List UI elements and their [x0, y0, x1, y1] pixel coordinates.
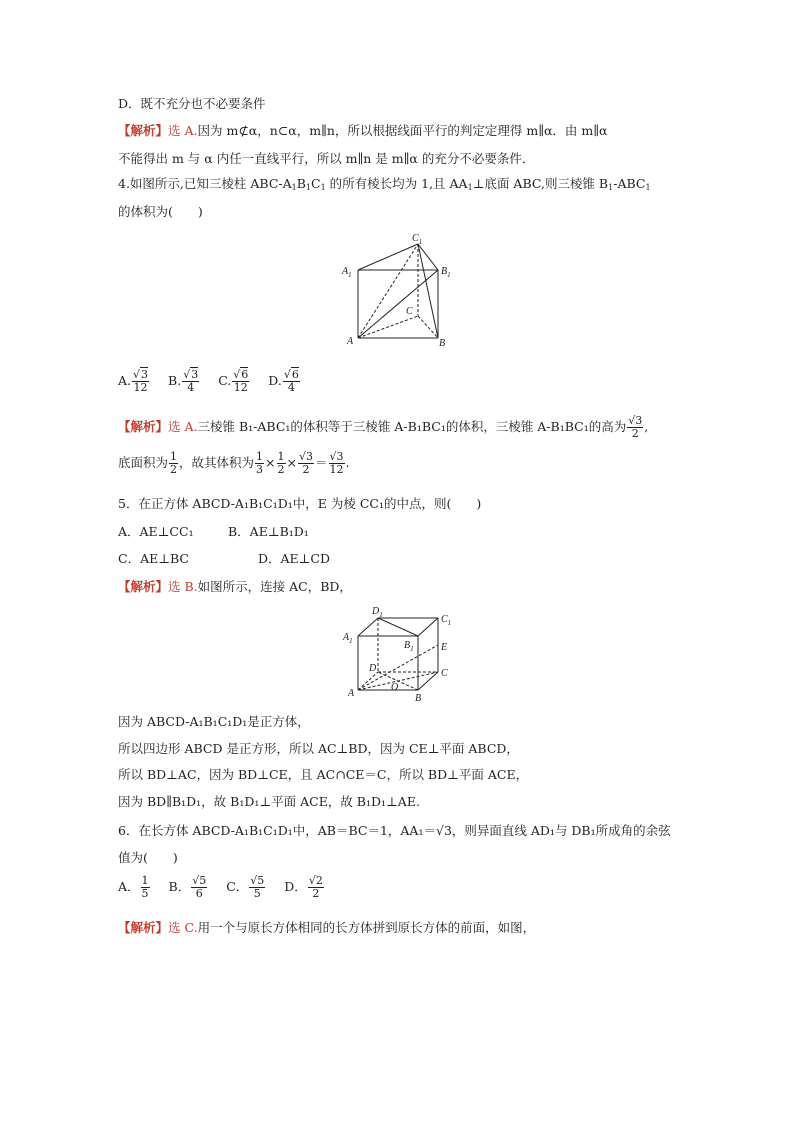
edge-b-c1 [418, 244, 438, 338]
edge-b1-c1 [418, 618, 438, 636]
label-c1: $C_1$ [412, 233, 423, 246]
q5-explanation-line2: 所以四边形 ABCD 是正方形，所以 AC⊥BD，因为 CE⊥平面 ABCD， [118, 741, 519, 756]
analysis-tag: 【解析】 [118, 123, 169, 138]
edge-a-c1 [358, 244, 418, 338]
prism-figure [340, 230, 460, 352]
edge-a-c [358, 316, 418, 338]
q5-stem: 5．在正方体 ABCD-A₁B₁C₁D₁中，E 为棱 CC₁的中点，则( ) [118, 496, 482, 511]
q4-explanation-line1: 【解析】选 A.三棱锥 B₁-ABC₁的体积等于三棱锥 A-B₁BC₁的体积，三棱锥 A-B₁BC₁的高为 $\frac{√3}{2}$ , [118, 414, 649, 440]
q6-options [118, 872, 339, 902]
q4-option-d: D. $\frac{√6}{4}$ [268, 368, 299, 394]
q4-option-c: C. $\frac{√6}{12}$ [218, 368, 249, 394]
q5-explanation-line3: 所以 BD⊥AC，因为 BD⊥CE，且 AC∩CE＝C，所以 BD⊥平面 ACE， [118, 767, 529, 782]
label-b1: $B_1$ [404, 640, 414, 653]
cube-figure [340, 604, 460, 704]
edge-a1-c1 [358, 244, 418, 270]
answer-choice: 选 C. [168, 920, 198, 935]
q5-explanation-line1: 因为 ABCD-A₁B₁C₁D₁是正方体， [118, 714, 310, 729]
q5-option-a: A．AE⊥CC₁ [118, 524, 194, 539]
label-c: C [441, 668, 448, 679]
edge-c-b [418, 316, 438, 338]
q5-option-c: C．AE⊥BC [118, 551, 189, 566]
edge-a1-d1 [358, 618, 378, 636]
label-b: B [439, 338, 446, 349]
q3-explanation-line1 [118, 121, 607, 141]
q5-option-b: B．AE⊥B₁D₁ [228, 524, 309, 539]
q6-option-c: C． $\frac{√5}{5}$ [226, 874, 265, 900]
explanation-text: 因为 m⊄α，n⊂α，m∥n，所以根据线面平行的判定定理得 m∥α．由 m∥α [197, 123, 608, 138]
label-a1: $A_1$ [342, 266, 352, 279]
q5-explanation-line0: 【解析】选 B.如图所示，连接 AC，BD， [118, 579, 352, 594]
label-e: E [441, 642, 448, 653]
q4-options [118, 366, 315, 396]
q6-explanation: 【解析】选 C.用一个与原长方体相同的长方体拼到原长方体的前面，如图， [118, 920, 536, 935]
q5-option-d: D．AE⊥CD [258, 551, 331, 566]
q6-option-a: A． $\frac{1}{5}$ [118, 874, 149, 900]
q4-option-a: A. $\frac{√3}{12}$ [118, 368, 149, 394]
q4-explanation-line2: 底面积为 $\frac{1}{2}$ ，故其体积为 $\frac{1}{3}$ × $\frac{1}{2}$ × $\frac{√3}{2}$ ＝ $\frac{√3}{12}$ . [118, 450, 350, 476]
label-c: C [406, 306, 413, 317]
analysis-tag: 【解析】 [118, 920, 169, 935]
label-d1: $D_1$ [372, 606, 383, 619]
q4-stem-line2: 的体积为( ) [118, 204, 203, 219]
q6-stem-line2: 值为( ) [118, 850, 178, 865]
label-b1: $B_1$ [441, 266, 451, 279]
analysis-tag: 【解析】 [118, 419, 169, 434]
q5-options-row1 [118, 522, 309, 542]
answer-choice: 选 A. [168, 419, 198, 434]
label-d: D [369, 663, 377, 674]
q4-stem-line1: 4.如图所示,已知三棱柱 ABC-$A_1B_1C_1$ 的所有棱长均为 1,且 $AA_1\perp$底面 ABC,则三棱锥 $B_1-ABC_1$ [118, 176, 651, 192]
label-a1: $A_1$ [343, 632, 353, 645]
answer-choice: 选 A. [168, 123, 198, 138]
label-o: O [391, 682, 399, 693]
q5-explanation-line4: 因为 BD∥B₁D₁，故 B₁D₁⊥平面 ACE，故 B₁D₁⊥AE. [118, 794, 420, 809]
edge-d1-b1 [378, 618, 418, 636]
q3-option-d: D．既不充分也不必要条件 [118, 96, 266, 111]
q6-stem-line1: 6．在长方体 ABCD-A₁B₁C₁D₁中，AB＝BC＝1，AA₁＝√3，则异面直线 AD₁与 DB₁所成角的余弦 [118, 823, 671, 838]
q3-explanation-line2: 不能得出 m 与 α 内任一直线平行，所以 m∥n 是 m∥α 的充分不必要条件． [118, 151, 535, 166]
q4-option-b: B. $\frac{√3}{4}$ [168, 368, 199, 394]
q6-option-b: B． $\frac{√5}{6}$ [168, 874, 207, 900]
label-b: B [415, 693, 422, 704]
label-c1: $C_1$ [441, 614, 452, 627]
analysis-tag: 【解析】 [118, 579, 169, 594]
label-a: A [347, 336, 354, 347]
q6-option-d: D． $\frac{√2}{2}$ [284, 874, 323, 900]
q5-options-row2 [118, 549, 330, 569]
answer-choice: 选 B. [168, 579, 198, 594]
label-a: A [348, 688, 355, 699]
